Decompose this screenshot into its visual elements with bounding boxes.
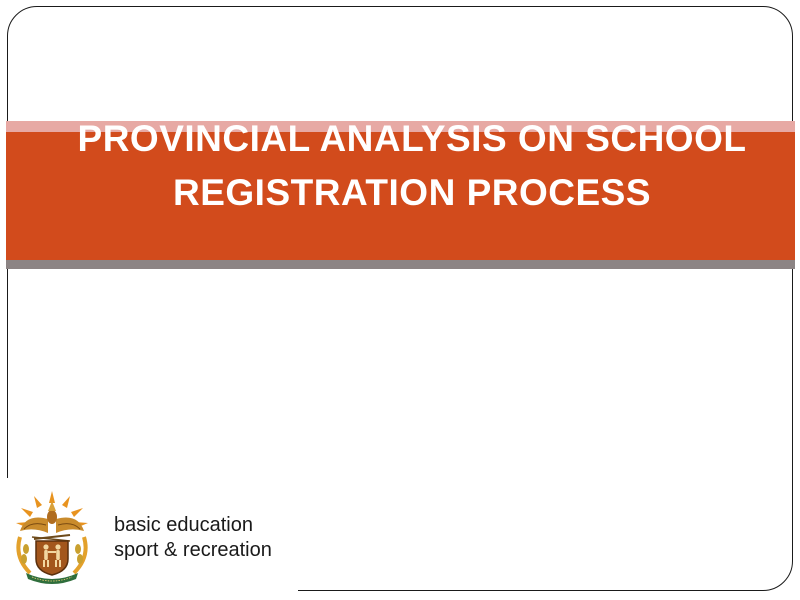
department-line-1: basic education xyxy=(114,514,253,536)
south-africa-coat-of-arms-icon xyxy=(12,487,92,585)
department-name xyxy=(114,513,272,563)
banner-bottom-stripe xyxy=(6,260,795,269)
department-line-2: sport & recreation xyxy=(114,539,272,561)
slide-title: PROVINCIAL ANALYSIS ON SCHOOL REGISTRATION PROCESS xyxy=(77,118,747,213)
